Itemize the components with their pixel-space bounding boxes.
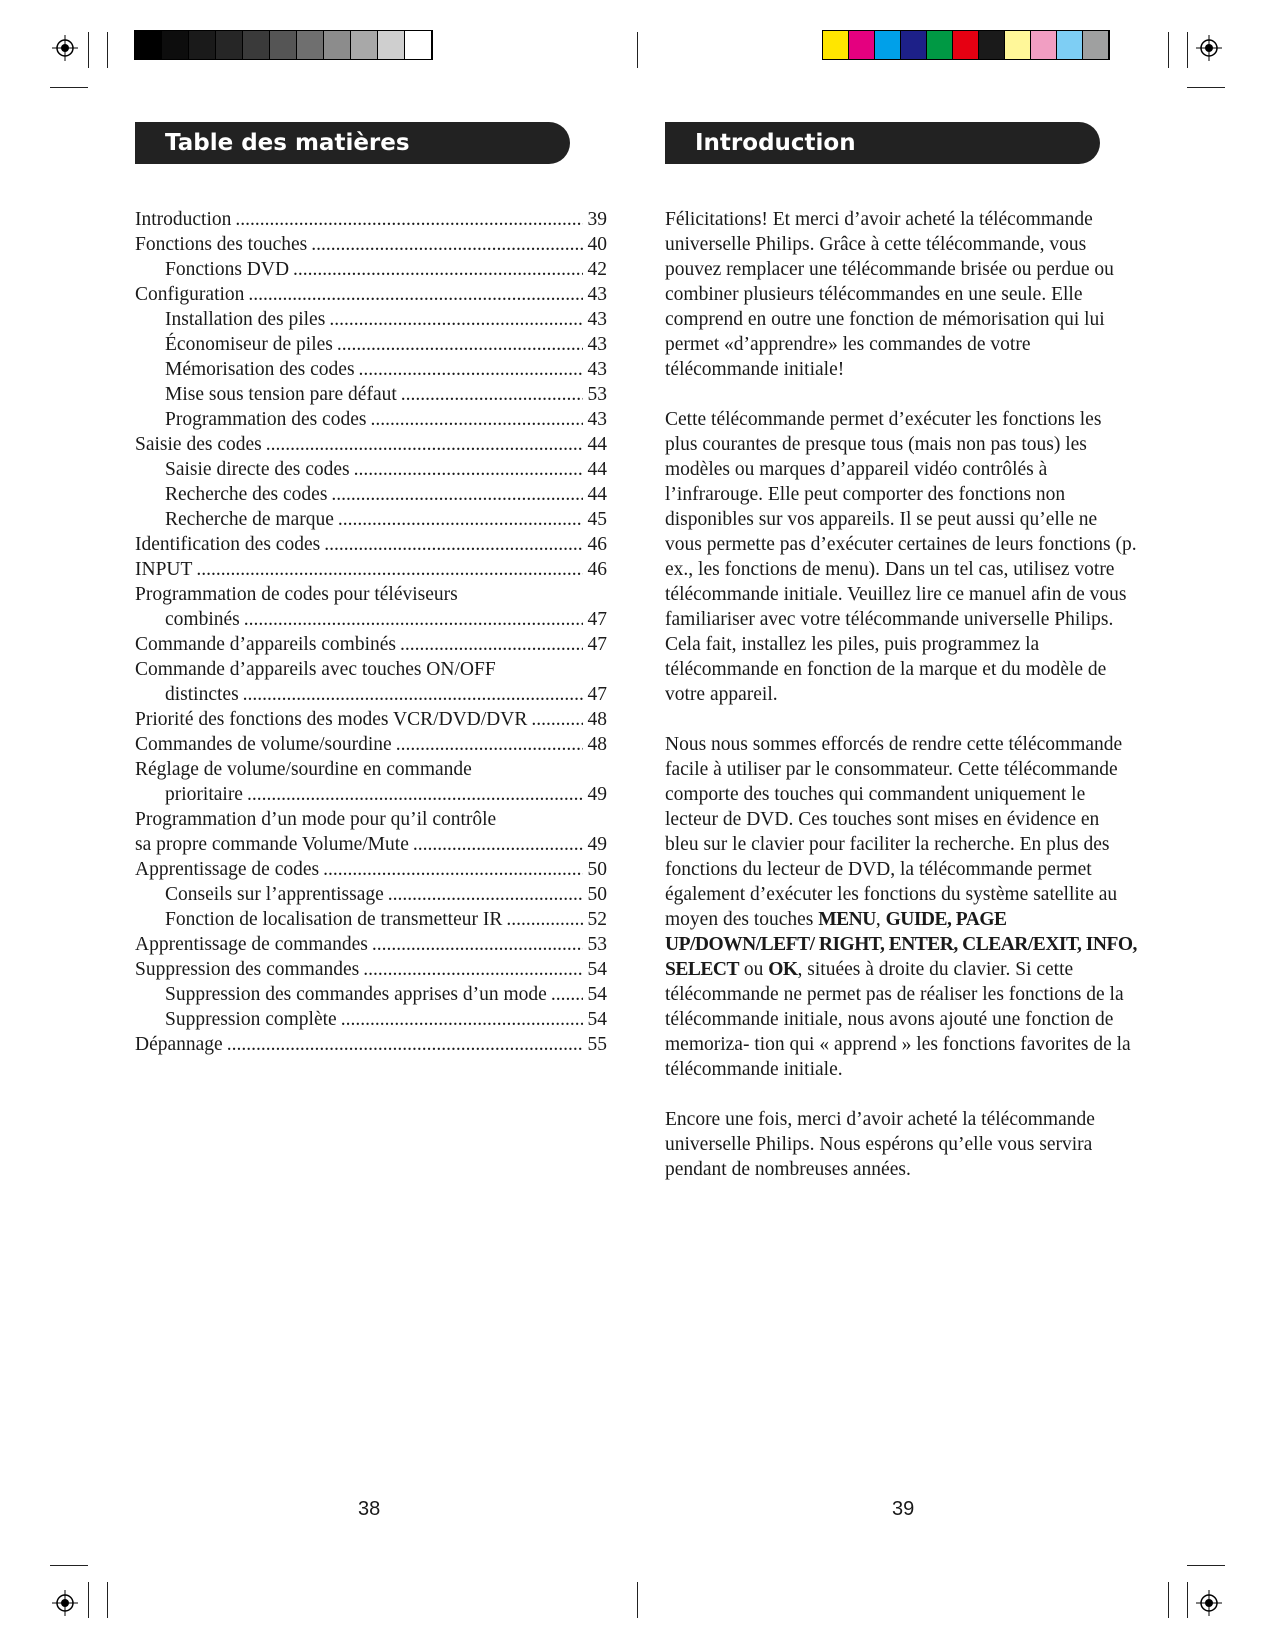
table-of-contents	[135, 207, 607, 1057]
grayscale-swatch	[189, 31, 216, 59]
grayscale-swatch	[351, 31, 378, 59]
crop-mark	[50, 1565, 88, 1566]
toc-entry-title: Programmation d’un mode pour qu’il contrôle	[135, 809, 497, 830]
crop-mark	[1187, 32, 1188, 68]
toc-entry-title: Configuration	[135, 284, 245, 305]
color-swatch	[953, 31, 979, 59]
toc-leader-dots	[363, 957, 583, 982]
toc-entry-title: Fonctions des touches	[135, 234, 308, 255]
toc-leader-dots	[293, 257, 583, 282]
introduction-header: Introduction	[665, 122, 1100, 164]
toc-entry-page: 50	[587, 884, 607, 905]
crop-mark	[1187, 87, 1225, 88]
toc-leader-dots	[370, 407, 583, 432]
toc-entry-title: Apprentissage de codes	[135, 859, 320, 880]
toc-entry	[135, 982, 607, 1007]
toc-entry-page: 48	[587, 734, 607, 755]
toc-entry-page: 46	[587, 559, 607, 580]
registration-mark-top-right	[1196, 35, 1222, 61]
color-swatch	[1031, 31, 1057, 59]
toc-entry	[135, 532, 607, 557]
toc-entry-page: 54	[587, 1009, 607, 1030]
crop-mark	[88, 32, 89, 68]
toc-header: Table des matières	[135, 122, 570, 164]
color-swatch	[1057, 31, 1083, 59]
toc-entry	[135, 557, 607, 582]
toc-entry-page: 53	[587, 384, 607, 405]
color-swatch	[875, 31, 901, 59]
crop-mark	[1168, 32, 1169, 68]
key-name: MENU	[818, 909, 876, 930]
grayscale-swatch	[135, 31, 162, 59]
toc-leader-dots	[400, 632, 583, 657]
toc-entry-title: Commande d’appareils avec touches ON/OFF	[135, 659, 496, 680]
toc-entry	[135, 682, 607, 707]
grayscale-swatch	[243, 31, 270, 59]
toc-entry	[135, 832, 607, 857]
toc-entry-title: Fonction de localisation de transmetteur IR	[165, 909, 503, 930]
toc-entry-page: 42	[587, 259, 607, 280]
toc-entry-title: Suppression complète	[165, 1009, 337, 1030]
toc-entry	[135, 257, 607, 282]
toc-leader-dots	[372, 932, 583, 957]
crop-mark	[88, 1582, 89, 1618]
toc-leader-dots	[331, 482, 583, 507]
toc-entry	[135, 732, 607, 757]
color-swatch	[979, 31, 1005, 59]
color-swatch	[849, 31, 875, 59]
toc-entry-title: Fonctions DVD	[165, 259, 290, 280]
toc-entry	[135, 207, 607, 232]
toc-leader-dots	[196, 557, 583, 582]
toc-entry-title: Installation des piles	[165, 309, 326, 330]
intro-paragraph-3: Nous nous sommes efforcés de rendre cette télécommande facile à utiliser par le consommateur. Cette télécommande comporte des touches qui commandent uniquement le lecteur de DVD. Ces touches sont mises en évidence en bleu sur le clavier pour faciliter la recherche. En plus des fonctions du lecteur de DVD, la télécommande permet également d’exécuter les fonctions du système satellite au moyen des touches MENU, GUIDE, PAGE UP/DOWN/LEFT/ RIGHT, ENTER, CLEAR/EXIT, INFO, SELECT ou OK, situées à droite du clavier. Si cette télécommande ne permet pas de réaliser les fonctions de la télécommande initiale, nous avons ajouté une fonction de memoriza- tion qui « apprend » les fonctions favorites de la télécommande initiale.	[665, 734, 1137, 1080]
grayscale-swatch	[162, 31, 189, 59]
toc-entry-page: 43	[587, 334, 607, 355]
grayscale-swatch	[324, 31, 351, 59]
toc-entry	[135, 907, 607, 932]
toc-entry-page: 55	[587, 1034, 607, 1055]
registration-mark-bottom-left	[52, 1590, 78, 1616]
toc-entry-page: 40	[587, 234, 607, 255]
toc-entry-title: Conseils sur l’apprentissage	[165, 884, 384, 905]
toc-leader-dots	[341, 1007, 583, 1032]
crop-mark	[107, 32, 108, 68]
crop-mark	[1168, 1582, 1169, 1618]
toc-leader-dots	[247, 782, 583, 807]
toc-leader-dots	[266, 432, 583, 457]
toc-entry-page: 53	[587, 934, 607, 955]
toc-entry-title: Priorité des fonctions des modes VCR/DVD/DVR	[135, 709, 528, 730]
toc-entry	[135, 457, 607, 482]
toc-entry-title: Mise sous tension pare défaut	[165, 384, 397, 405]
toc-leader-dots	[506, 907, 583, 932]
toc-leader-dots	[359, 357, 583, 382]
toc-entry-title: Réglage de volume/sourdine en commande	[135, 759, 472, 780]
toc-entry	[135, 357, 607, 382]
intro-paragraph-2: Cette télécommande permet d’exécuter les fonctions les plus courantes de presque tous (mais non pas tous) les modèles ou marques d’appareil vidéo contrôlés à l’infrarouge. Elle peut comporter des fonctions non disponibles sur vos appareils. Il se peut aussi qu’elle ne vous permette pas d’exécuter certaines de leurs fonctions (p. ex., les fonctions de menu). Dans un tel cas, utilisez votre télécommande initiale. Veuillez lire ce manuel afin de vous familiariser avec votre télécommande universelle Philips. Cela fait, installez les piles, puis programmez la télécommande en fonction de la marque et du modèle de votre appareil.	[665, 409, 1137, 705]
toc-entry-page: 39	[587, 209, 607, 230]
toc-leader-dots	[227, 1032, 583, 1057]
toc-entry	[135, 482, 607, 507]
toc-entry	[135, 432, 607, 457]
crop-mark	[637, 1582, 638, 1618]
toc-entry-title: prioritaire	[165, 784, 243, 805]
toc-entry	[135, 1007, 607, 1032]
toc-entry-page: 52	[587, 909, 607, 930]
toc-entry-title: Commandes de volume/sourdine	[135, 734, 392, 755]
toc-entry	[135, 382, 607, 407]
toc-leader-dots	[551, 982, 583, 1007]
toc-entry	[135, 782, 607, 807]
page-number-left: 38	[358, 1498, 381, 1520]
toc-entry-page: 47	[587, 609, 607, 630]
introduction-body	[665, 207, 1137, 1207]
toc-entry-page: 54	[587, 984, 607, 1005]
toc-entry-page: 50	[587, 859, 607, 880]
toc-entry-page: 43	[587, 359, 607, 380]
toc-leader-dots	[396, 732, 583, 757]
color-swatch	[823, 31, 849, 59]
toc-entry-title: Programmation de codes pour téléviseurs	[135, 584, 458, 605]
key-names: GUIDE, PAGE UP/DOWN/LEFT/ RIGHT, ENTER, CLEAR/EXIT, INFO, SELECT	[665, 909, 1137, 980]
toc-entry-page: 44	[587, 484, 607, 505]
crop-mark	[637, 32, 638, 68]
toc-entry-title: Programmation des codes	[165, 409, 367, 430]
grayscale-swatch	[270, 31, 297, 59]
toc-entry-page: 46	[587, 534, 607, 555]
toc-entry	[135, 1032, 607, 1057]
toc-entry	[135, 632, 607, 657]
toc-entry	[135, 932, 607, 957]
page-number-right: 39	[892, 1498, 915, 1520]
toc-leader-dots	[323, 857, 583, 882]
color-swatch	[1083, 31, 1109, 59]
toc-entry	[135, 707, 607, 732]
toc-entry	[135, 957, 607, 982]
toc-entry-page: 43	[587, 284, 607, 305]
toc-entry	[135, 407, 607, 432]
toc-entry	[135, 582, 607, 607]
registration-mark-top-left	[52, 35, 78, 61]
toc-entry	[135, 857, 607, 882]
color-swatch	[901, 31, 927, 59]
toc-entry-page: 47	[587, 634, 607, 655]
toc-entry-page: 44	[587, 459, 607, 480]
toc-entry-page: 48	[587, 709, 607, 730]
toc-entry-title: combinés	[165, 609, 240, 630]
toc-entry-title: Commande d’appareils combinés	[135, 634, 397, 655]
toc-entry-title: Identification des codes	[135, 534, 321, 555]
registration-mark-bottom-right	[1196, 1590, 1222, 1616]
toc-leader-dots	[531, 707, 583, 732]
toc-entry	[135, 507, 607, 532]
toc-entry-page: 49	[587, 784, 607, 805]
toc-entry	[135, 607, 607, 632]
toc-entry-title: Suppression des commandes apprises d’un mode	[165, 984, 547, 1005]
toc-entry	[135, 282, 607, 307]
key-name: OK	[768, 959, 798, 980]
grayscale-swatch	[297, 31, 324, 59]
toc-entry-title: Économiseur de piles	[165, 334, 333, 355]
toc-entry-title: distinctes	[165, 684, 239, 705]
toc-leader-dots	[338, 507, 583, 532]
toc-entry-title: Saisie directe des codes	[165, 459, 350, 480]
toc-entry-page: 43	[587, 409, 607, 430]
crop-mark	[1187, 1582, 1188, 1618]
intro-paragraph-4: Encore une fois, merci d’avoir acheté la télécommande universelle Philips. Nous espérons qu’elle vous servira pendant de nombreuses années.	[665, 1109, 1095, 1180]
toc-entry-title: Recherche de marque	[165, 509, 334, 530]
grayscale-swatch	[378, 31, 405, 59]
grayscale-swatch	[405, 31, 432, 59]
toc-entry-page: 47	[587, 684, 607, 705]
toc-entry	[135, 657, 607, 682]
toc-leader-dots	[324, 532, 583, 557]
toc-leader-dots	[401, 382, 583, 407]
toc-leader-dots	[311, 232, 583, 257]
color-swatch	[927, 31, 953, 59]
grayscale-calibration-bar	[134, 30, 433, 60]
toc-entry-page: 54	[587, 959, 607, 980]
toc-entry	[135, 232, 607, 257]
toc-leader-dots	[235, 207, 583, 232]
crop-mark	[107, 1582, 108, 1618]
toc-entry	[135, 757, 607, 782]
toc-entry-title: Introduction	[135, 209, 232, 230]
toc-entry-title: Saisie des codes	[135, 434, 262, 455]
toc-leader-dots	[413, 832, 583, 857]
toc-leader-dots	[337, 332, 583, 357]
toc-leader-dots	[243, 682, 583, 707]
intro-paragraph-1: Félicitations! Et merci d’avoir acheté la télécommande universelle Philips. Grâce à cette télécommande, vous pouvez remplacer une télécommande brisée ou perdue ou combiner plusieurs télécommandes en une seule. Elle comprend en outre une fonction de mémorisation qui lui permet «d’apprendre» les commandes de votre télécommande initiale!	[665, 209, 1114, 380]
toc-leader-dots	[244, 607, 583, 632]
toc-entry-title: Suppression des commandes	[135, 959, 360, 980]
toc-leader-dots	[354, 457, 583, 482]
toc-entry-title: Mémorisation des codes	[165, 359, 355, 380]
toc-entry	[135, 807, 607, 832]
toc-entry	[135, 882, 607, 907]
toc-leader-dots	[248, 282, 583, 307]
toc-entry-title: Recherche des codes	[165, 484, 328, 505]
toc-entry-title: Apprentissage de commandes	[135, 934, 368, 955]
crop-mark	[50, 87, 88, 88]
toc-entry-page: 49	[587, 834, 607, 855]
toc-entry-page: 45	[587, 509, 607, 530]
crop-mark	[1187, 1565, 1225, 1566]
toc-entry	[135, 332, 607, 357]
toc-leader-dots	[329, 307, 583, 332]
toc-entry	[135, 307, 607, 332]
color-swatch	[1005, 31, 1031, 59]
toc-leader-dots	[388, 882, 583, 907]
toc-entry-title: INPUT	[135, 559, 193, 580]
toc-entry-title: sa propre commande Volume/Mute	[135, 834, 409, 855]
toc-entry-page: 44	[587, 434, 607, 455]
toc-entry-page: 43	[587, 309, 607, 330]
toc-entry-title: Dépannage	[135, 1034, 223, 1055]
grayscale-swatch	[216, 31, 243, 59]
color-calibration-bar	[822, 30, 1110, 60]
